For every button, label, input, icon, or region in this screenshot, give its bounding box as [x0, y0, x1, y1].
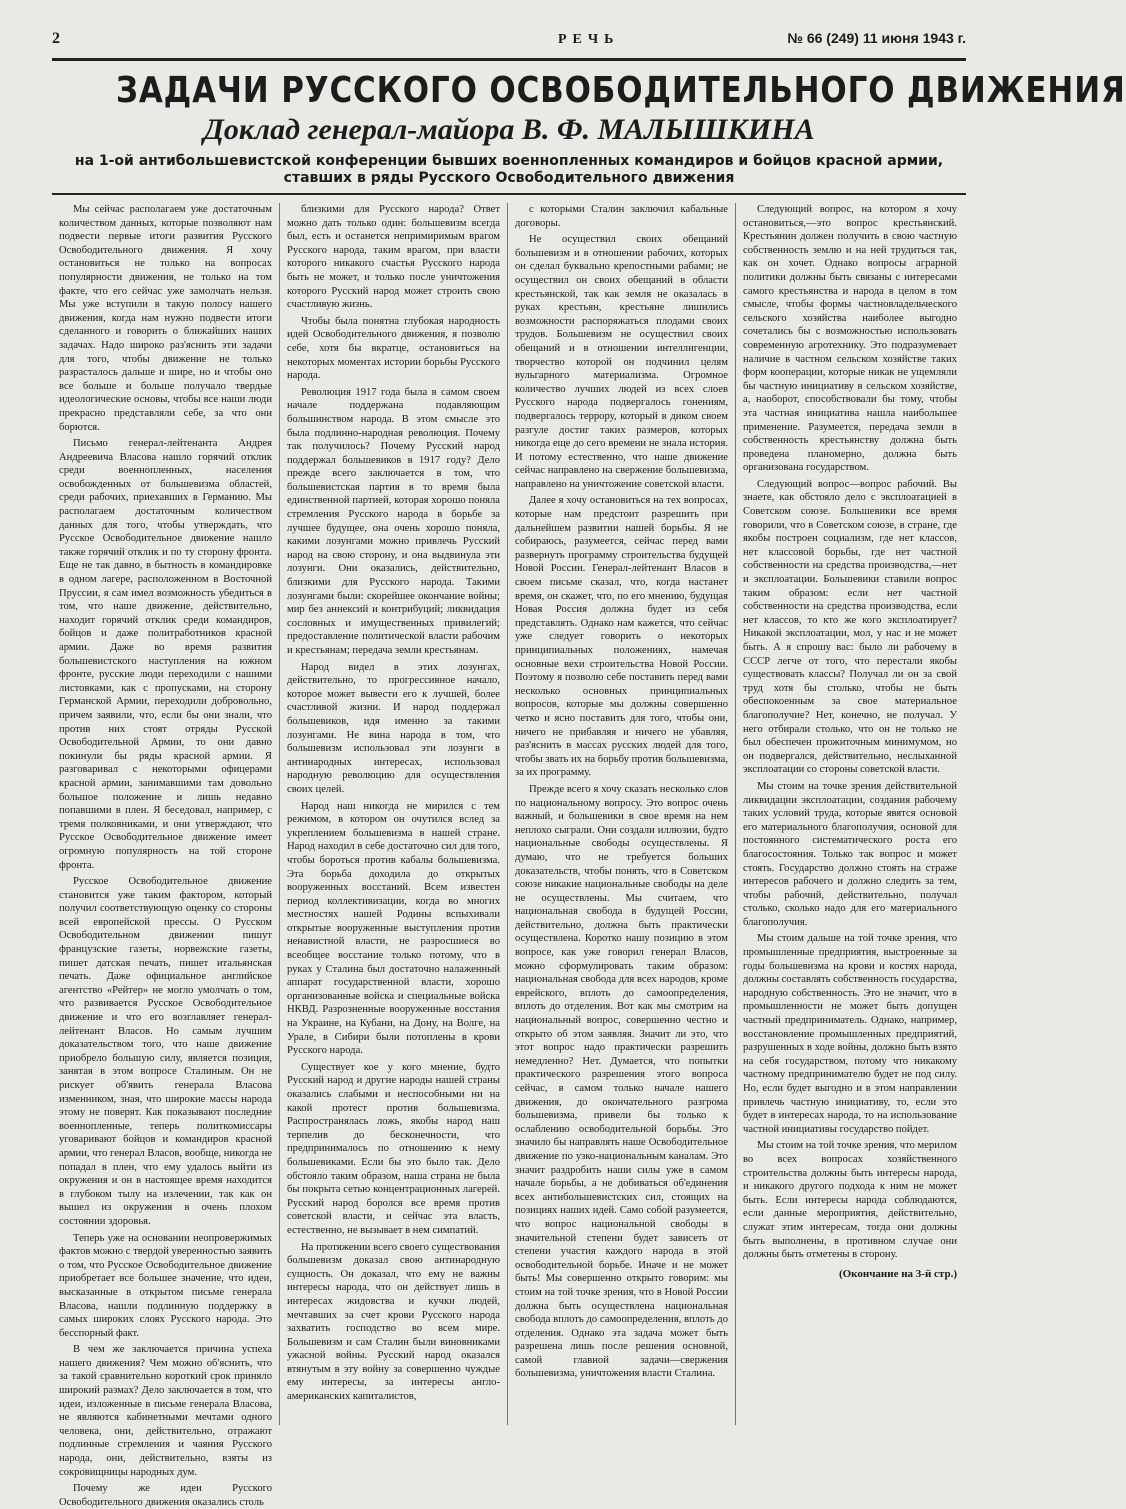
- paragraph: Мы стоим на точке зрения действительной ликвидации эксплоатации, создания рабочему таких условий труда, которые явятся основой его материального благополучия, основой для постоянного систематического роста его благосостояния. Только так вопрос и может стоять. Государство должно стоять на страже интересов рабочего и должно следить за тем, чтобы рабочий, действительно, получал столько, сколько надо для его материального благополучия.: [743, 780, 957, 928]
- paragraph: Письмо генерал-лейтенанта Андрея Андреевича Власова нашло горячий отклик среди военнопленных, населения освобожденных от большевизма областей, среди рабочих, приехавших в Германию. Мы располагаем достаточным количеством данных для того, чтобы утверждать, что Русское Освободительное движение нашло также горячий отклик и по ту сторону фронта. Еще не так давно, в бытность в командировке в одном лагере, расположенном в Восточной Пруссии, я сам имел возможность убедиться в том, что наше движение, действительно, находит горячий отклик среди командиров, бойцов и даже политработников красной армии. Даже во время развития большевистского наступления на южном фронте, русские люди переходили с нашими листовками, как с пропусками, на сторону Германской Армии, переходили добровольно, причем заявили, что, если бы они знали, что против них стоят отряды Русской Освободительной Армии, то они давно покинули бы ряды красной армии. Я разговаривал с некоторыми офицерами красной армии, занимавшими там довольно большое положение и лишь недавно попавшими в плен. Я беседовал, например, с тремя полковниками, и они утверждают, что Русское Освободительное движение имеет огромную популярность на той стороне фронта.: [59, 438, 272, 871]
- paragraph: Мы сейчас располагаем уже достаточным количеством данных, которые позволяют нам подвести первые итоги развития Русского Освободительного движения. Я хочу остановиться не только на вопросах популярности движения, не только на том факте, что его сейчас уже замолчать нельзя. Мы уже вступили в такую полосу нашего движения, когда нам нужно подвести итоги сделанного и говорить о ближайших наших задачах. Надо широко раз'яснить эти задачи для того, чтобы движение не только разрасталось дальше и шире, но и чтобы оно все больше и больше получало твердые идеологические основы, чтобы все наши люди прекрасно представляли себе, за что они борются.: [59, 204, 272, 433]
- continuation-note: (Окончание на 3-й стр.): [838, 1267, 957, 1280]
- paragraph: Следующий вопрос, на котором я хочу остановиться,—это вопрос крестьянский. Крестьянин должен получить в свою частную собственность землю и на ней трудиться так, как он хочет. Однако вопросы аграрной политики должны быть связаны с интересами самого крестьянства и народа в целом в том смысле, чтобы формы частновладельческого сельского хозяйства наиболее выгодно сочетались бы с возможностью использовать современную агротехнику. Это подразумевает наличие в частном сельском хозяйстве таких форм кооперации, которые никак не ущемляли бы частную инициативу в сельском хозяйстве, а, наоборот, способствовали бы тому, чтобы эта частная инициатива нашла наибольшее применение. Разумеется, передача земли в собственность крестьянству должна быть проведена планомерно, должна быть организована государством.: [743, 204, 957, 474]
- paragraph: На протяжении всего своего существования большевизм доказал свою антинародную сущность. Он доказал, что ему не важны интересы народа, что он действует лишь в интересах жидовства и кучки людей, мечтавших за счет крови Русского народа захватить господство во всем мире. Большевизм и сам Сталин были виновниками ужасной войны. Русский народ оказался втянутым в эту войну за совершенно чуждые ему интересы, за интересы англо-американских капиталистов,: [287, 1241, 500, 1403]
- paragraph: Революция 1917 года была в самом своем начале поддержана подавляющим большинством народа. В этом смысле это была подлинно-народная революция. Почему так получилось? Почему Русский народ поддержал большевиков в 1917 году? Дело прежде всего заключается в том, что большевистская партия в то время была единственной партией, которая хорошо поняла стремления Русского народа в борьбе за лучшее будущее, она очень хорошо поняла, какими лозунгами можно привлечь Русский народ на свою сторону, и она выдвинула эти лозунги. Они оказались, действительно, близкими для Русского народа. Такими лозунгами были: скорейшее окончание войны; мир без аннексий и контрибуций; ликвидация сословных и имущественных привилегий; предоставление политической власти рабочим и крестьянам; передача земли крестьянам.: [287, 386, 500, 656]
- article-columns: [52, 203, 966, 1508]
- paragraph: Далее я хочу остановиться на тех вопросах, которые нам предстоит разрешить при дальнейшем развитии нашей борьбы. Я не собираюсь, разумеется, сейчас перед вами развернуть программу строительства будущей Новой России. Генерал-лейтенант Власов в своем письме сказал, что, когда настанет время, он скажет, что, по его мнению, будущая Новая Россия должна будет из себя представлять. Однако нам кажется, что сейчас уже следует говорить о некоторых принципиальных положениях, намечая основные вехи строительства Новой России. Поэтому я позволю себе поставить перед вами несколько основных принципиальных вопросов, которые мы должны совершенно четко и ясно поставить для того, чтобы они, ничего не прибавляя и ничего не убавляя, раз'яснить в массах русских людей для того, чтобы звать их на борьбу против большевизма, за их программу.: [515, 495, 728, 779]
- page-number: 2: [52, 30, 60, 47]
- text-column-3: [508, 203, 736, 1425]
- header-divider: [52, 193, 966, 195]
- text-column-1: [52, 203, 280, 1508]
- paragraph: Существует кое у кого мнение, будто Русский народ и другие народы нашей страны оказались слабыми и неспособными ни на какой протест против большевизма. Распространялась ложь, якобы народ наш терпелив до бесконечности, что предпринималось по отношению к нему большевиками. Если бы это было так. Дело обстояло таким образом, наша страна не была бы покрыта сетью концентрационных лагерей. Русский народ боролся все время против советской власти, и сейчас эта власть, естественно, не вызывает в нем симпатий.: [287, 1061, 500, 1236]
- issue-info: № 66 (249) 11 июня 1943 г.: [787, 30, 966, 46]
- paragraph: Не осуществил своих обещаний большевизм и в отношении рабочих, которых он сделал буквально крепостными рабами; не осуществил он своих обещаний в области крестьянской, так как земля не оказалась в руках крестьян, крестьяне лишились возможности распоряжаться плодами своих трудов. Большевизм не осуществил своих обещаний и в отношении интеллигенции, творчество которой он подчинил целям вульгарного материализма. Огромное количество лучших людей из всех слоев Русского народа подвергалось гонениям, подвергалось террору, который в диком своем разгуле достиг таких размеров, которых никогда еще до сего времени не знала история. И потому естественно, что наше движение сейчас направлено на свержение большевизма, направлено на уничтожение советской власти.: [515, 234, 728, 490]
- article-subheading: на 1-ой антибольшевистской конференции бывших военнопленных командиров и бойцов красной армии, ставших в ряды Русского Освободительного движения: [74, 153, 944, 186]
- running-head: [52, 30, 966, 61]
- paragraph: Народ наш никогда не мирился с тем режимом, в котором он очутился вслед за укреплением большевизма в нашей стране. Народ находил в себе достаточно сил для того, чтобы бороться против кабалы большевизма. Эта борьба доходила до открытых вооруженных восстаний. Всем известен период коллективизации, когда во многих местностях нашей Родины вспыхивали открытые вооруженные выступления против ненавистной власти, не разросшиеся во всеобщее восстание только потому, что в руках у Сталина был достаточно налаженный аппарат государственной власти, хорошо организованные войска и специальные войска НКВД. Разрозненные вооруженные восстания на Украине, на Кубани, на Дону, на Волге, на Урале, в Сибири были потоплены в крови Русского народа.: [287, 800, 500, 1057]
- paragraph: Теперь уже на основании неопровержимых фактов можно с твердой уверенностью заявить о том, что Русское Освободительное движение приобретает все большее значение, что идеи, высказанные в открытом письме генерала Власова, нашли подлинную поддержку в самых широких слоях Русского народа. Это бесспорный факт.: [59, 1232, 272, 1339]
- paragraph: Мы стоим дальше на той точке зрения, что промышленные предприятия, выстроенные за годы большевизма на крови и костях народа, должны составлять собственность государства, народную собственность. Это не значит, что в промышленности не может быть допущен частный предприниматель. Однако, например, восстановление промышленных предприятий, разрушенных в ходе войны, должно быть взято на себя государством, потому что никакому частному предпринимателю будет не под силу. Но, если будет выгодно и в этом направлении привлечь частную инициативу, то, если это будет в интересах народа, то на использование частной инициативы государство пойдет.: [743, 933, 957, 1135]
- paragraph: близкими для Русского народа? Ответ можно дать только один: большевизм всегда был, есть и останется непримиримым врагом Русского народа, таким врагом, при власти которого никакого счастья Русского народа быть не может, и только после уничтожения которого Русский народ может строить свою счастливую жизнь.: [287, 204, 500, 311]
- text-column-4: [736, 203, 964, 1425]
- paragraph: Русское Освободительное движение становится уже таким фактором, который получил соответствующую оценку со стороны всей европейской прессы. О Русском Освободительном движении пишут французские газеты, норвежские газеты, пишет датская печать, пишет итальянская печать. Даже официальное английское агентство «Рейтер» не могло умолчать о том, что развивается Русское Освободительное движение и что его возглавляет генерал-лейтенант Власов. Но самым лучшим доказательством того, что наше движение приобрело большую силу, является позиция, занятая в этом вопросе Сталиным. Он не рискует об'явить генерала Власова изменником, зная, что широкие массы народа этому не поверят. Как показывают последние военнопленные, теперь политкомиссары уговаривают бойцов и командиров красной армии, что генерал Власов, вообще, никогда не попадал в плен, что ему удалось выйти из окружения и он в настоящее время находится в глубоком тылу на излечении, так как он вышел из окружения в очень плохом состоянии здоровья.: [59, 876, 272, 1227]
- article-subtitle: Доклад генерал-майора В. Ф. МАЛЫШКИНА: [203, 113, 815, 146]
- paragraph: Народ видел в этих лозунгах, действительно, то прогрессивное начало, которое может вывести его к лучшей, более счастливой жизни. И народ поддержал большевиков, идя именно за такими лозунгами. Не вина народа в том, что большевизм использовал эти лозунги в антинародных интересах, использовал народную революцию для осуществления своих целей.: [287, 661, 500, 795]
- paragraph: В чем же заключается причина успеха нашего движения? Чем можно об'яснить, что за такой сравнительно короткий срок приняло широкий размах? Дело заключается в том, что идеи, изложенные в письме генерала Власова, не являются кабинетными мечтами одного человека, они, действительно, отражают подлинные стремления и чаяния Русского народа, они, действительно, взяты из сокровищницы народных дум.: [59, 1344, 272, 1478]
- paragraph: Мы стоим на той точке зрения, что мерилом во всех вопросах хозяйственного строительства должны быть интересы народа, и никакого другого подхода к ним не может быть. Если интересы народа соблюдаются, если данные мероприятия, действительно, служат этим интересам, тогда они должны быть выполнены, в противном случае они должны быть отметены в сторону.: [743, 1140, 957, 1261]
- text-column-2: [280, 203, 508, 1425]
- paragraph: Чтобы была понятна глубокая народность идей Освободительного движения, я позволю себе, хотя бы вкратце, остановиться на некоторых моментах истории борьбы Русского народа.: [287, 315, 500, 382]
- paragraph: Прежде всего я хочу сказать несколько слов по национальному вопросу. Это вопрос очень важный, и большевики в свое время на нем неплохо сыграли. Они создали иллюзии, будто национальные свободы осуществлены. Я думаю, что не требуется больших доказательств, чтобы понять, что в Советском союзе никакие национальные свободы на деле не осуществлены. Мы считаем, что национальная свобода в будущей России, действительно, должна быть практически осуществлена. Коротко нашу позицию в этом вопросе, как уже говорил генерал Власов, можно сформулировать таким образом: национальная свобода для всех народов, кроме еврейского, вплоть до самоопределения, вплоть до отделения. Вот как мы смотрим на национальный вопрос, совершенно честно и открыто об этом заявляя. Значит ли это, что этот вопрос надо практически разрешить немедленно? Нет. Думается, что попытки практического разрешения этого вопроса сейчас, в самом только начале нашего движения, до окончательного разгрома большевизма, привели бы только к ослаблению освободительной борьбы. Это значило бы направлять наше Освободительное движение по узко-национальным каналам. Это значит раздробить наши силы уже в самом начале борьбы, а не добиваться об'единения всех антибольшевистских сил, стоящих на позициях наших идей. Само собой разумеется, что вопрос национальной свободы в значительной степени будет зависеть от степени участия каждого народа в этой освободительной борьбе. Иначе и не может быть! Мы совершенно открыто говорим: мы стоим на той точке зрения, что в Новой России должна быть осуществлена национальная свобода вплоть до самоопределения, вплоть до отделения. Однако эта задача может быть разрешена лишь после решения основной, самой главной задачи—свержения большевизма, уничтожения власти Сталина.: [515, 783, 728, 1380]
- newspaper-name: РЕЧЬ: [557, 32, 620, 47]
- article-title: ЗАДАЧИ РУССКОГО ОСВОБОДИТЕЛЬНОГО ДВИЖЕНИЯ: [115, 70, 1126, 111]
- paragraph: с которыми Сталин заключил кабальные договоры.: [515, 204, 728, 229]
- paragraph: Почему же идеи Русского Освободительного движения оказались столь: [59, 1483, 272, 1508]
- paragraph: Следующий вопрос—вопрос рабочий. Вы знаете, как обстояло дело с эксплоатацией в Советском союзе. Большевики все время говорили, что в Советском союзе, в стране, где якобы построен социализм, где нет классов, нет классовой борьбы, где нет частной собственности на средства производства,—нет и эксплоатации. Большевики ставили вопрос таким образом: если нет частной собственности на средства производства, если нет классов, то кто же кого эксплоатирует? Никакой эксплоатации, мол, у нас и не может быть. А я спрошу вас: было ли рабочему в СССР легче от того, что перестали якобы существовать классы? Получал ли он за свой труд хотя бы столько, чтобы не быть обеспокоенным за свое материальное благополучие? Нет, конечно, не получал. У него отбирали столько, что он не только не был обеспечен прожиточным минимумом, но он подвергался, действительно, неслыханной эксплоатации со стороны советской власти.: [743, 478, 957, 776]
